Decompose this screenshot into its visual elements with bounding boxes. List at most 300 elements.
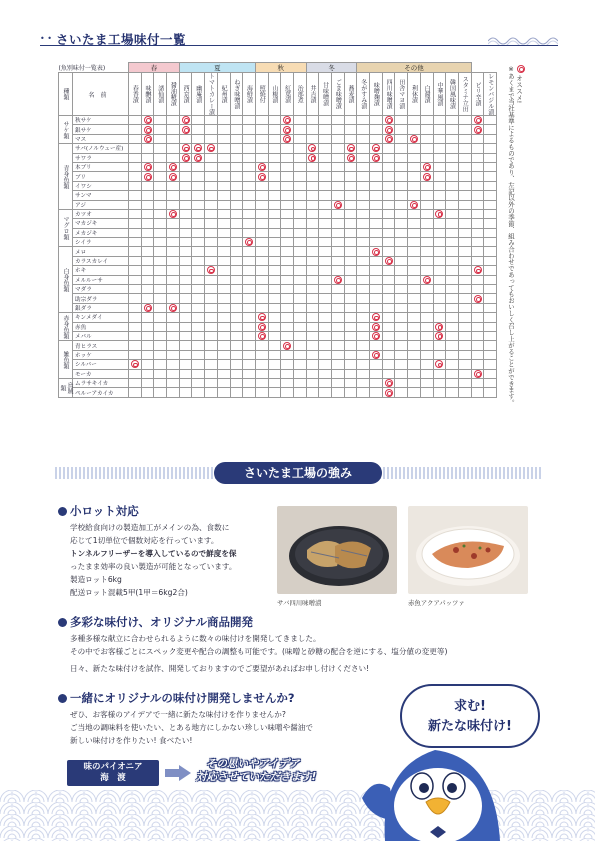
grid-cell	[382, 238, 395, 247]
grid-cell	[433, 322, 446, 331]
grid-cell	[281, 219, 294, 228]
grid-cell	[205, 322, 218, 331]
grid-cell	[357, 172, 370, 181]
seasoning-col-header: ピリ辛漬	[471, 73, 484, 116]
table-row	[59, 134, 497, 143]
recommend-mark-icon	[258, 323, 266, 331]
grid-cell	[154, 125, 167, 134]
grid-cell	[306, 331, 319, 340]
grid-cell	[293, 238, 306, 247]
grid-cell	[255, 360, 268, 369]
grid-cell	[458, 331, 471, 340]
grid-cell	[293, 200, 306, 209]
grid-cell	[281, 134, 294, 143]
grid-cell	[344, 125, 357, 134]
grid-cell	[268, 341, 281, 350]
grid-cell	[255, 266, 268, 275]
seasoning-col-header: 治部煮	[293, 73, 306, 116]
grid-cell	[319, 303, 332, 312]
grid-cell	[433, 153, 446, 162]
grid-cell	[243, 191, 256, 200]
grid-cell	[446, 313, 459, 322]
grid-cell	[420, 369, 433, 378]
grid-cell	[255, 238, 268, 247]
table-row	[59, 275, 497, 284]
grid-cell	[129, 153, 142, 162]
grid-cell	[382, 144, 395, 153]
fish-name-cell: メロ	[73, 247, 129, 256]
grid-cell	[357, 134, 370, 143]
grid-cell	[217, 322, 230, 331]
right-arrow-icon	[165, 765, 191, 781]
grid-cell	[293, 378, 306, 387]
grid-cell	[167, 369, 180, 378]
grid-cell	[243, 341, 256, 350]
recommend-mark-icon	[207, 144, 215, 152]
grid-cell	[370, 331, 383, 340]
table-row	[59, 350, 497, 359]
grid-cell	[332, 369, 345, 378]
grid-cell	[332, 200, 345, 209]
grid-cell	[167, 350, 180, 359]
grid-cell	[217, 162, 230, 171]
pioneer-badge	[67, 760, 159, 786]
grid-cell	[255, 153, 268, 162]
grid-cell	[129, 360, 142, 369]
grid-cell	[332, 360, 345, 369]
grid-cell	[179, 275, 192, 284]
grid-cell	[433, 350, 446, 359]
grid-cell	[179, 360, 192, 369]
grid-cell	[395, 116, 408, 125]
grid-cell	[293, 350, 306, 359]
grid-cell	[395, 275, 408, 284]
grid-cell	[167, 256, 180, 265]
grid-cell	[129, 350, 142, 359]
grid-cell	[446, 219, 459, 228]
fish-name-cell: シルバー	[73, 360, 129, 369]
recommend-mark-icon	[334, 276, 342, 284]
grid-cell	[129, 303, 142, 312]
grid-cell	[192, 116, 205, 125]
grid-cell	[319, 172, 332, 181]
grid-cell	[255, 285, 268, 294]
grid-cell	[205, 172, 218, 181]
recommend-mark-icon	[182, 144, 190, 152]
grid-cell	[420, 191, 433, 200]
grid-cell	[230, 294, 243, 303]
grid-cell	[230, 219, 243, 228]
grid-cell	[408, 294, 421, 303]
grid-cell	[281, 350, 294, 359]
table-row	[59, 341, 497, 350]
grid-cell	[420, 247, 433, 256]
season-header: 春	[129, 63, 180, 73]
grid-cell	[217, 125, 230, 134]
table-row	[59, 125, 497, 134]
grid-cell	[344, 322, 357, 331]
photo-saba-shisen	[277, 506, 397, 594]
grid-cell	[471, 134, 484, 143]
grid-cell	[484, 294, 497, 303]
grid-cell	[382, 181, 395, 190]
grid-cell	[484, 247, 497, 256]
bullet-icon	[58, 507, 67, 516]
grid-cell	[446, 247, 459, 256]
grid-cell	[433, 228, 446, 237]
grid-cell	[243, 313, 256, 322]
grid-cell	[129, 388, 142, 397]
grid-cell	[446, 200, 459, 209]
grid-cell	[319, 153, 332, 162]
grid-cell	[382, 369, 395, 378]
grid-cell	[293, 134, 306, 143]
grid-cell	[281, 209, 294, 218]
grid-cell	[230, 153, 243, 162]
grid-cell	[344, 331, 357, 340]
grid-cell	[370, 238, 383, 247]
fish-name-cell: ムラサキイカ	[73, 378, 129, 387]
grid-cell	[179, 378, 192, 387]
category-cell: マグロ類	[59, 209, 73, 247]
recommend-mark-icon	[372, 248, 380, 256]
grid-cell	[332, 247, 345, 256]
grid-cell	[344, 200, 357, 209]
grid-cell	[332, 266, 345, 275]
grid-cell	[141, 294, 154, 303]
grid-cell	[255, 294, 268, 303]
grid-cell	[446, 153, 459, 162]
grid-cell	[293, 116, 306, 125]
grid-cell	[433, 247, 446, 256]
grid-cell	[344, 341, 357, 350]
grid-cell	[167, 144, 180, 153]
grid-cell	[370, 172, 383, 181]
grid-cell	[154, 275, 167, 284]
grid-cell	[141, 322, 154, 331]
grid-cell	[319, 266, 332, 275]
grid-cell	[167, 209, 180, 218]
recommend-mark-icon	[144, 126, 152, 134]
grid-cell	[471, 219, 484, 228]
grid-cell	[446, 275, 459, 284]
recommend-mark-icon	[385, 135, 393, 143]
grid-cell	[344, 313, 357, 322]
grid-cell	[154, 209, 167, 218]
grid-cell	[370, 134, 383, 143]
grid-cell	[357, 125, 370, 134]
grid-cell	[382, 303, 395, 312]
grid-cell	[230, 134, 243, 143]
grid-cell	[332, 341, 345, 350]
grid-cell	[433, 303, 446, 312]
recommend-mark-icon	[474, 126, 482, 134]
grid-cell	[167, 303, 180, 312]
grid-cell	[255, 275, 268, 284]
recommend-mark-icon	[385, 389, 393, 397]
grid-cell	[179, 369, 192, 378]
grid-cell	[471, 341, 484, 350]
table-row	[59, 331, 497, 340]
grid-cell	[217, 200, 230, 209]
grid-cell	[382, 350, 395, 359]
grid-cell	[179, 331, 192, 340]
grid-cell	[230, 228, 243, 237]
grid-cell	[129, 228, 142, 237]
grid-cell	[154, 331, 167, 340]
recommend-mark-icon	[283, 126, 291, 134]
fish-name-cell: 助宗ダラ	[73, 294, 129, 303]
grid-cell	[243, 228, 256, 237]
grid-cell	[471, 285, 484, 294]
grid-cell	[382, 125, 395, 134]
recommend-mark-icon	[385, 126, 393, 134]
grid-cell	[408, 181, 421, 190]
recommend-mark-icon	[435, 323, 443, 331]
grid-cell	[243, 285, 256, 294]
grid-cell	[484, 313, 497, 322]
grid-cell	[395, 228, 408, 237]
grid-cell	[395, 162, 408, 171]
recommend-mark-icon	[347, 154, 355, 162]
grid-cell	[395, 191, 408, 200]
grid-cell	[344, 144, 357, 153]
grid-cell	[382, 191, 395, 200]
grid-cell	[179, 303, 192, 312]
grid-cell	[382, 200, 395, 209]
grid-cell	[484, 303, 497, 312]
grid-cell	[382, 360, 395, 369]
grid-cell	[332, 303, 345, 312]
grid-cell	[268, 360, 281, 369]
grid-cell	[446, 294, 459, 303]
grid-cell	[332, 294, 345, 303]
grid-cell	[167, 153, 180, 162]
grid-cell	[344, 116, 357, 125]
grid-cell	[306, 322, 319, 331]
grid-cell	[370, 247, 383, 256]
table-row	[59, 266, 497, 275]
grid-cell	[281, 256, 294, 265]
grid-cell	[154, 294, 167, 303]
slogan-line-1: その思いやアイデア	[206, 758, 300, 770]
grid-cell	[268, 238, 281, 247]
grid-cell	[357, 322, 370, 331]
section-heading-small-lot: 小ロット対応	[58, 503, 139, 519]
grid-cell	[255, 388, 268, 397]
grid-cell	[306, 341, 319, 350]
grid-cell	[268, 191, 281, 200]
grid-cell	[357, 285, 370, 294]
grid-cell	[357, 153, 370, 162]
grid-cell	[230, 360, 243, 369]
grid-cell	[319, 228, 332, 237]
grid-cell	[344, 378, 357, 387]
grid-cell	[255, 219, 268, 228]
category-cell: 白身魚類	[59, 247, 73, 313]
grid-cell	[230, 162, 243, 171]
grid-cell	[281, 369, 294, 378]
grid-cell	[433, 209, 446, 218]
grid-cell	[167, 162, 180, 171]
grid-cell	[433, 331, 446, 340]
photo-caption-2: 赤魚アクアパッツァ	[408, 599, 465, 607]
grid-cell	[293, 266, 306, 275]
recommend-mark-icon	[308, 154, 316, 162]
grid-cell	[192, 294, 205, 303]
grid-cell	[344, 219, 357, 228]
grid-cell	[192, 303, 205, 312]
grid-cell	[319, 341, 332, 350]
grid-cell	[281, 341, 294, 350]
grid-cell	[408, 153, 421, 162]
grid-cell	[205, 181, 218, 190]
grid-cell	[268, 134, 281, 143]
grid-cell	[243, 360, 256, 369]
grid-cell	[458, 219, 471, 228]
grid-cell	[154, 360, 167, 369]
grid-cell	[293, 219, 306, 228]
grid-cell	[255, 256, 268, 265]
grid-cell	[281, 144, 294, 153]
grid-cell	[357, 247, 370, 256]
grid-cell	[446, 303, 459, 312]
grid-cell	[167, 360, 180, 369]
grid-cell	[255, 125, 268, 134]
grid-cell	[255, 331, 268, 340]
seasoning-col-header: 甘味噌漬	[319, 73, 332, 116]
grid-cell	[319, 285, 332, 294]
grid-cell	[281, 247, 294, 256]
grid-cell	[370, 162, 383, 171]
grid-cell	[141, 228, 154, 237]
grid-cell	[205, 219, 218, 228]
table-row	[59, 313, 497, 322]
seasoning-col-header: 味醂漬	[141, 73, 154, 116]
grid-cell	[319, 219, 332, 228]
grid-cell	[154, 313, 167, 322]
grid-cell	[205, 191, 218, 200]
grid-cell	[230, 313, 243, 322]
grid-cell	[332, 350, 345, 359]
grid-cell	[332, 322, 345, 331]
grid-cell	[141, 275, 154, 284]
grid-cell	[382, 256, 395, 265]
grid-cell	[319, 369, 332, 378]
grid-cell	[167, 322, 180, 331]
grid-cell	[205, 209, 218, 218]
grid-cell	[154, 200, 167, 209]
grid-cell	[217, 238, 230, 247]
grid-cell	[255, 378, 268, 387]
grid-cell	[446, 172, 459, 181]
grid-cell	[357, 191, 370, 200]
recommend-mark-icon	[385, 379, 393, 387]
grid-cell	[217, 228, 230, 237]
grid-cell	[319, 322, 332, 331]
seasoning-col-header: ねぎ味噌漬	[230, 73, 243, 116]
table-row	[59, 162, 497, 171]
seasoning-col-header: 利休漬	[408, 73, 421, 116]
grid-cell	[458, 228, 471, 237]
grid-cell	[217, 266, 230, 275]
grid-cell	[179, 181, 192, 190]
grid-cell	[471, 331, 484, 340]
grid-cell	[395, 313, 408, 322]
grid-cell	[217, 313, 230, 322]
grid-cell	[458, 322, 471, 331]
grid-cell	[382, 153, 395, 162]
section-body-variety: 多種多様な献立に合わせられるように数々の味付けを開発してきました。 その中でお客様ごとにスペック変更や配合の調整も可能です。(味噌と砂糖の配合を逆にする、塩分値の変更等) 日々、新たな味付けを試作、開発しておりますのでご要望があればお申し付けください!	[70, 634, 448, 673]
grid-cell	[344, 209, 357, 218]
grid-cell	[141, 247, 154, 256]
grid-cell	[217, 294, 230, 303]
grid-cell	[268, 144, 281, 153]
grid-cell	[319, 238, 332, 247]
grid-cell	[357, 303, 370, 312]
grid-cell	[357, 341, 370, 350]
table-row	[59, 360, 497, 369]
grid-cell	[192, 144, 205, 153]
grid-cell	[293, 125, 306, 134]
grid-cell	[446, 266, 459, 275]
grid-cell	[179, 238, 192, 247]
grid-cell	[179, 313, 192, 322]
grid-cell	[344, 247, 357, 256]
grid-cell	[243, 388, 256, 397]
grid-cell	[420, 266, 433, 275]
season-header: その他	[357, 63, 471, 73]
grid-cell	[243, 153, 256, 162]
grid-cell	[217, 181, 230, 190]
grid-cell	[332, 162, 345, 171]
grid-cell	[217, 378, 230, 387]
grid-cell	[420, 313, 433, 322]
grid-cell	[458, 256, 471, 265]
grid-cell	[268, 275, 281, 284]
grid-cell	[484, 191, 497, 200]
grid-cell	[243, 134, 256, 143]
grid-cell	[129, 134, 142, 143]
grid-cell	[408, 388, 421, 397]
grid-cell	[217, 360, 230, 369]
grid-cell	[446, 116, 459, 125]
grid-cell	[344, 238, 357, 247]
fish-name-cell: メカジキ	[73, 228, 129, 237]
recommend-mark-icon	[169, 163, 177, 171]
seasoning-col-header: 春香漬	[129, 73, 142, 116]
grid-cell	[205, 162, 218, 171]
recommend-mark-icon	[347, 144, 355, 152]
grid-cell	[230, 322, 243, 331]
grid-cell	[192, 360, 205, 369]
grid-cell	[484, 341, 497, 350]
grid-cell	[420, 285, 433, 294]
grid-cell	[293, 303, 306, 312]
grid-cell	[344, 153, 357, 162]
grid-cell	[154, 134, 167, 143]
grid-cell	[255, 162, 268, 171]
grid-cell	[408, 134, 421, 143]
grid-cell	[281, 388, 294, 397]
grid-cell	[281, 153, 294, 162]
grid-cell	[395, 322, 408, 331]
seasoning-col-header: 紀州漬	[217, 73, 230, 116]
grid-cell	[154, 303, 167, 312]
grid-cell	[281, 331, 294, 340]
grid-cell	[255, 200, 268, 209]
grid-cell	[192, 134, 205, 143]
